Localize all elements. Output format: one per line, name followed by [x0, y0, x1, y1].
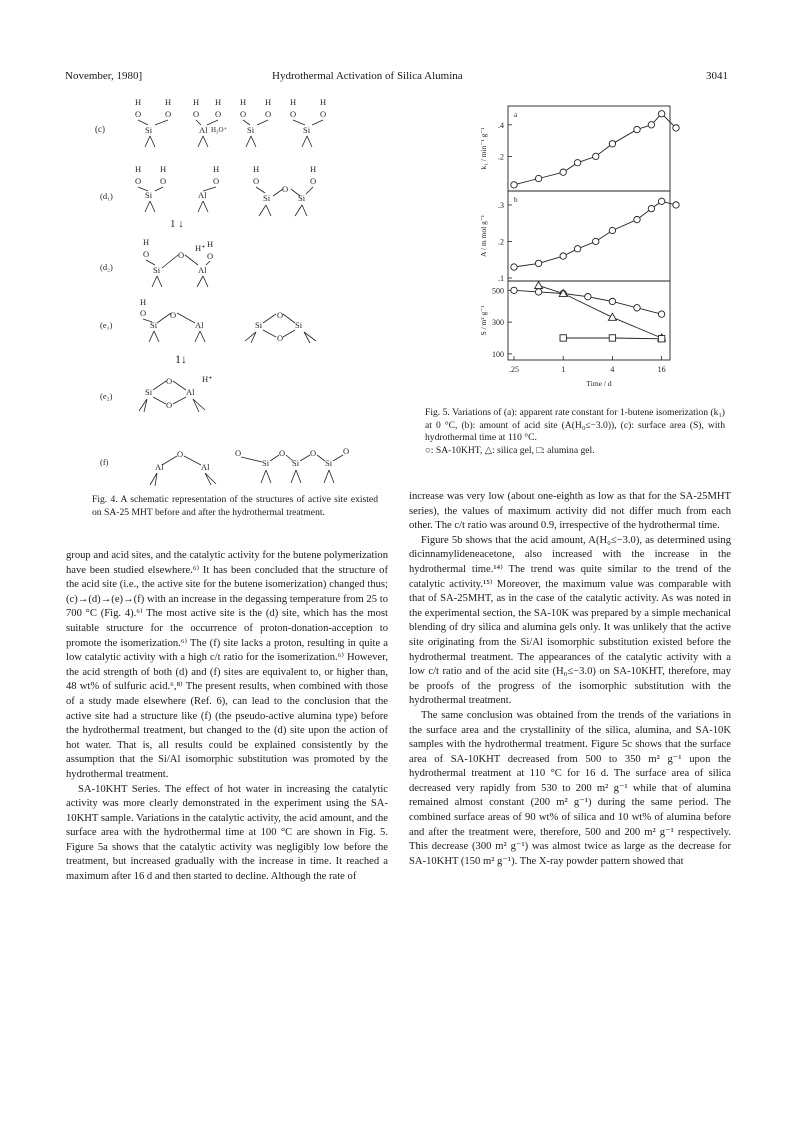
data-point: [609, 298, 615, 304]
data-point: [609, 335, 615, 341]
data-point: [658, 111, 664, 117]
data-point: [511, 264, 517, 270]
y-tick-label: .2: [498, 237, 504, 247]
left-paragraph: SA-10KHT Series. The effect of hot water in increasing the catalytic activity was more clearly demonstrated in the experiment using the SA-10KHT sample. Variations in the catalytic activity, the acid amount, and the surface area with the hydrothermal time at 100 °C are shown in Fig. 5. Figure 5a shows that the catalytic activity was negligibly low before the treatment, but increased gradually with the increase in time. It reached a maximum after 16 d and then started to decline. Although the rate of: [66, 783, 388, 883]
svg-text:O: O: [240, 109, 247, 119]
svg-text:H: H: [143, 237, 150, 247]
data-point: [608, 313, 616, 320]
svg-text:H: H: [213, 164, 220, 174]
data-point: [609, 227, 615, 233]
svg-text:O: O: [135, 109, 142, 119]
svg-text:O: O: [178, 250, 185, 260]
data-point: [648, 122, 654, 128]
y-axis-label: S / m² g⁻¹: [479, 305, 488, 336]
scheme-label-e1: (e₁): [100, 320, 113, 330]
fig5-legend-text: ○: SA-10KHT, △: silica gel, □: alumina gel.: [425, 444, 595, 456]
data-point: [574, 246, 580, 252]
svg-text:1↓: 1↓: [175, 352, 187, 366]
svg-text:O: O: [166, 400, 173, 410]
panel-letter: a: [514, 111, 518, 119]
x-tick-label: 1: [561, 365, 566, 374]
svg-text:O: O: [235, 448, 242, 458]
svg-text:Si: Si: [325, 458, 333, 468]
svg-text:Al: Al: [198, 190, 207, 200]
data-point: [673, 202, 679, 208]
fig5-caption-text: Fig. 5. Variations of (a): apparent rate constant for 1-butene isomerization (k₁) at 0 °C, (b): amount of acid site (A(H₀≤−3.0)), (c): surface area (S), with hydrothermal time at 110 °C.: [425, 407, 725, 444]
svg-text:O: O: [277, 333, 284, 343]
data-point: [648, 205, 654, 211]
svg-text:O: O: [143, 249, 150, 259]
svg-text:H₃O⁺: H₃O⁺: [211, 126, 228, 134]
data-point: [574, 160, 580, 166]
y-tick-label: .2: [498, 152, 504, 162]
svg-text:O: O: [320, 109, 327, 119]
x-axis-label: Time / d: [586, 379, 612, 388]
svg-text:H: H: [265, 97, 272, 107]
fig5-caption: [425, 407, 725, 457]
svg-text:O: O: [170, 310, 177, 320]
data-point: [593, 238, 599, 244]
svg-text:H: H: [140, 297, 147, 307]
y-tick-label: 100: [492, 349, 504, 359]
fig4-caption: Fig. 4. A schematic representation of the structures of active site existed on SA-25 MHT before and after the hydrothermal treatment.: [92, 494, 378, 518]
right-paragraph: increase was very low (about one-eighth as low as that for the SA-25MHT series), the values of maximum activity did not differ much from each other. The c/t ratio was around 0.9, irrespective of the hydrothermal time.: [409, 491, 731, 532]
svg-text:Si: Si: [255, 320, 263, 330]
data-point: [609, 141, 615, 147]
svg-text:H: H: [320, 97, 327, 107]
svg-text:O: O: [215, 109, 222, 119]
svg-text:Si: Si: [247, 125, 255, 135]
data-point: [535, 282, 543, 289]
scheme-label-f: (f): [100, 457, 109, 467]
header-title: Hydrothermal Activation of Silica Alumina: [272, 70, 463, 82]
svg-text:H: H: [135, 97, 142, 107]
svg-text:O: O: [165, 109, 172, 119]
data-point: [560, 253, 566, 259]
svg-text:Si: Si: [145, 387, 153, 397]
svg-text:Al: Al: [186, 387, 195, 397]
svg-text:Si: Si: [263, 193, 271, 203]
svg-text:Si: Si: [145, 190, 153, 200]
data-point: [673, 125, 679, 131]
scheme-label-d1: (d₁): [100, 191, 113, 201]
svg-text:Si: Si: [295, 320, 303, 330]
svg-text:H: H: [215, 97, 222, 107]
data-point: [535, 289, 541, 295]
data-point: [634, 216, 640, 222]
svg-text:H⁺: H⁺: [202, 374, 213, 384]
svg-text:H: H: [310, 164, 317, 174]
svg-text:H: H: [160, 164, 167, 174]
svg-text:1 ↓: 1 ↓: [170, 218, 184, 230]
svg-text:Al: Al: [201, 462, 210, 472]
structure-scheme: [95, 95, 435, 495]
y-axis-label: k₁ / min⁻¹ g⁻¹: [479, 127, 488, 170]
data-point: [658, 336, 664, 342]
svg-text:O: O: [343, 446, 350, 456]
x-tick-label: .25: [509, 365, 519, 374]
svg-text:O: O: [253, 176, 260, 186]
data-point: [535, 260, 541, 266]
data-point: [658, 311, 664, 317]
svg-text:O: O: [140, 308, 147, 318]
x-tick-label: 16: [657, 365, 666, 374]
data-point: [535, 175, 541, 181]
svg-text:Al: Al: [199, 125, 208, 135]
svg-text:O: O: [310, 448, 317, 458]
svg-text:O: O: [135, 176, 142, 186]
svg-text:O: O: [166, 376, 173, 386]
svg-text:H: H: [240, 97, 247, 107]
svg-text:Si: Si: [262, 458, 270, 468]
header-left: November, 1980]: [65, 70, 143, 82]
scheme-label-c: (c): [95, 124, 105, 134]
data-point: [585, 293, 591, 299]
svg-text:Si: Si: [298, 193, 306, 203]
data-point: [593, 153, 599, 159]
left-column: [66, 549, 388, 885]
svg-text:O: O: [282, 184, 289, 194]
svg-text:Al: Al: [155, 462, 164, 472]
svg-text:O: O: [265, 109, 272, 119]
y-axis-label: A / m mol g⁻¹: [479, 214, 488, 258]
svg-text:H: H: [165, 97, 172, 107]
svg-text:O: O: [213, 176, 220, 186]
y-tick-label: 300: [492, 318, 504, 328]
svg-text:H⁺: H⁺: [195, 243, 206, 253]
svg-text:O: O: [177, 449, 184, 459]
data-point: [511, 287, 517, 293]
y-tick-label: .3: [498, 200, 504, 210]
scheme-label-e2: (e₂): [100, 391, 113, 401]
svg-text:O: O: [193, 109, 200, 119]
svg-text:H: H: [193, 97, 200, 107]
svg-text:O: O: [277, 310, 284, 320]
svg-text:O: O: [279, 448, 286, 458]
x-tick-label: 4: [610, 365, 615, 374]
svg-text:Si: Si: [303, 125, 311, 135]
svg-text:O: O: [290, 109, 297, 119]
data-point: [560, 335, 566, 341]
data-point: [658, 198, 664, 204]
svg-text:Al: Al: [198, 265, 207, 275]
data-point: [511, 182, 517, 188]
svg-text:O: O: [207, 251, 214, 261]
fig5-chart: [420, 98, 710, 398]
scheme-label-d2: (d₂): [100, 262, 113, 272]
data-point: [560, 169, 566, 175]
y-tick-label: .4: [498, 120, 504, 130]
svg-text:H: H: [135, 164, 142, 174]
right-column: [409, 490, 731, 869]
data-point: [634, 126, 640, 132]
svg-text:O: O: [160, 176, 167, 186]
svg-text:Al: Al: [195, 320, 204, 330]
plot-frame: [508, 106, 670, 360]
svg-text:H: H: [290, 97, 297, 107]
data-point: [634, 305, 640, 311]
svg-text:Si: Si: [153, 265, 161, 275]
svg-text:Si: Si: [292, 458, 300, 468]
svg-text:Si: Si: [145, 125, 153, 135]
svg-text:Si: Si: [150, 320, 158, 330]
y-tick-label: 500: [492, 286, 504, 296]
svg-text:H: H: [207, 239, 214, 249]
page-number: 3041: [706, 70, 728, 82]
left-paragraph: group and acid sites, and the catalytic activity for the butene polymerization have been studied elsewhere.⁶⁾ It has been concluded that the structure of the acid site (i.e., the active site for the butene isomerization) changed thus; (c)→(d)→(e)→(f) with an increase in the degassing temperature from 25 to 700 °C (Fig. 4).⁶⁾ The most active site is the (d) site, which has the most suitable structure for the occurrence of proton-donation-acception to promote the isomerization.⁶⁾ The (f) site lacks a proton, resulting in quite a low catalytic activity with a high c/t ratio for the isomerization.⁶⁾ However, the acid strength of both (d) and (f) sites are equivalent to, or higher than, 48 wt% of sulfuric acid.⁶,⁸⁾ The present results, when combined with those of a study made elsewhere (Ref. 6), can lead to the conclusion that the active site had a structure like (f) (the pseudo-active alumina type) before the hydrothermal treatment, but changed to the (d) site upon the action of hot water. That is, all results could be explained consistently by the assumption that the Si/Al isomorphic substitution was promoted by the hydrothermal treatment.: [66, 550, 388, 780]
svg-text:H: H: [253, 164, 260, 174]
right-paragraph: The same conclusion was obtained from the trends of the variations in the surface area and the crystallinity of the silica, alumina, and SA-10K samples with the hydrothermal treatment. Figure 5c shows that the surface area of SA-10KHT decreased from 500 to 350 m² g⁻¹ upon the hydrothermal treatment at 110 °C for 16 d. The surface area of silica decreased very rapidly from 530 to 200 m² g⁻¹ while that of alumina remained almost constant (200 m² g⁻¹) during the same period. The combined surface areas of 90 wt% of silica and 10 wt% of alumina before and after the treatment were, therefore, 500 and 200 m² g⁻¹ respectively. This decrease (300 m² g⁻¹) was almost twice as large as the decrease for SA-10KHT (150 m² g⁻¹). The X-ray powder pattern showed that: [409, 709, 731, 867]
right-paragraph: Figure 5b shows that the acid amount, A(H₀≤−3.0), as determined using dicinnamylideneacetone, also increased with the increase in the hydrothermal time.¹⁴⁾ The trend was quite similar to the trend of the catalytic activity.¹⁵⁾ Moreover, the maximum value was comparable with that of SA-25MHT, as in the case of the catalytic activity. As was noted in the experimental section, the SA-10K was prepared by a simple mechanical blending of dry silica and alumina gels only. It was unlikely that the active site originating from the Si/Al isomorphic substitution existed before the hydrothermal treatment. The appearances of the catalytic activity with a low c/t ratio and of the acid site (H₀≤−3.0) on SA-10KHT, therefore, may be proofs of the progress of the isomorphic substitution with the hydrothermal treatment.: [409, 534, 731, 707]
svg-text:O: O: [310, 176, 317, 186]
panel-letter: b: [514, 196, 518, 204]
y-tick-label: .1: [498, 274, 504, 283]
